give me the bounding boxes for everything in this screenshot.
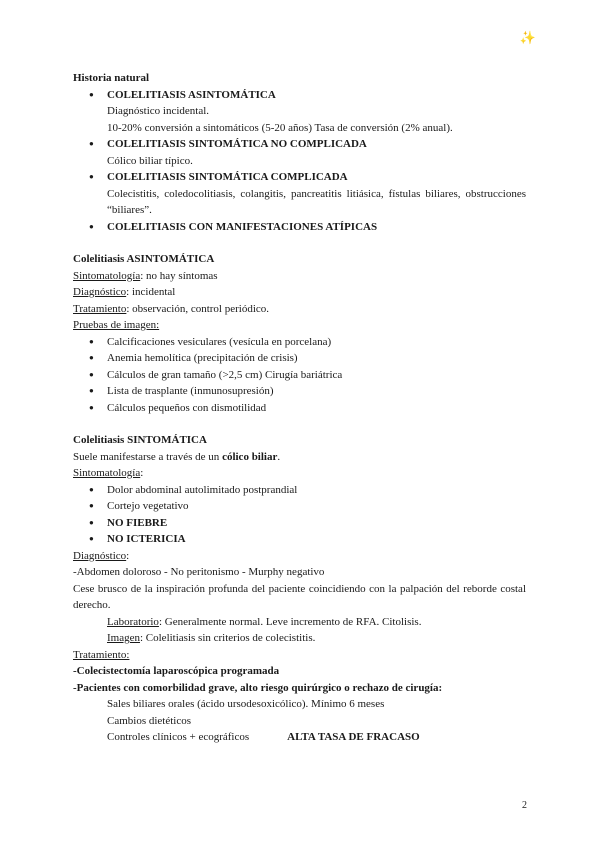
trat-sub-line <box>73 729 526 746</box>
field-value: : observación, control periódico. <box>126 302 270 315</box>
sint-diagnostico <box>73 548 526 565</box>
list-item-detail: Diagnóstico incidental. <box>107 105 210 117</box>
field-label: Tratamiento <box>73 302 127 315</box>
section-title-asintomatica: Colelitiasis ASINTOMÁTICA <box>73 253 215 265</box>
field-suffix: : <box>126 549 130 562</box>
alta-tasa-fracaso: ALTA TASA DE FRACASO <box>287 731 420 743</box>
field-label: Sintomatología <box>73 467 141 479</box>
list-item: ● Cálculos de gran tamaño (>2,5 cm) Cirugía bariátrica <box>73 367 526 384</box>
list-item: ● Cortejo vegetativo <box>73 498 526 515</box>
lab-line <box>73 614 526 631</box>
intro-bold: cólico biliar <box>222 450 278 463</box>
asint-diagnostico <box>73 284 526 301</box>
list-item: ● COLELITIASIS SINTOMÁTICA NO COMPLICADA <box>73 136 526 153</box>
img-line <box>73 630 526 647</box>
asint-sintomatologia <box>73 268 526 285</box>
tratamiento-label: Tratamiento: <box>73 648 130 661</box>
field-suffix: : <box>140 467 144 479</box>
list-item-detail: 10-20% conversión a sintomáticos (5-20 años) Tasa de conversión (2% anual). <box>107 121 453 134</box>
intro-suffix: . <box>277 450 281 463</box>
field-value: : Generalmente normal. Leve incremento de RFA. Citolisis. <box>158 615 422 628</box>
list-item: ● COLELITIASIS ASINTOMÁTICA <box>73 87 526 104</box>
trat-line: -Pacientes con comorbilidad grave, alto riesgo quirúrgico o rechazo de cirugía: <box>73 681 443 694</box>
field-label: Diagnóstico <box>73 286 127 298</box>
list-item: ● Dolor abdominal autolimitado postprandial <box>73 482 526 499</box>
diag-line: -Abdomen doloroso - No peritonismo - Murphy negativo <box>73 566 325 578</box>
list-item: ● COLELITIASIS SINTOMÁTICA COMPLICADA <box>73 169 526 186</box>
diag-line: Cese brusco de la inspiración profunda del paciente coincidiendo con la palpación del reborde costal derecho. <box>73 582 526 611</box>
document-page <box>73 70 526 746</box>
field-value: : no hay síntomas <box>140 269 218 282</box>
sint-sintomatologia <box>73 465 526 482</box>
list-item: ● Anemia hemolítica (precipitación de crisis) <box>73 350 526 367</box>
list-item: ● NO FIEBRE <box>73 515 526 532</box>
field-label: Imagen <box>107 632 140 644</box>
section-title-sintomatica: Colelitiasis SINTOMÁTICA <box>73 434 207 446</box>
list-item: ● Calcificaciones vesiculares (vesícula en porcelana) <box>73 334 526 351</box>
list-item-detail: Cólico biliar típico. <box>107 154 193 167</box>
page-number: 2 <box>522 800 527 811</box>
field-label: Laboratorio <box>107 615 159 628</box>
section-title-historia-natural: Historia natural <box>73 72 150 84</box>
trat-sub-line: Sales biliares orales (ácido ursodesoxicólico). Mínimo 6 meses <box>107 698 385 710</box>
field-label: Sintomatología <box>73 269 141 282</box>
list-item: ● NO ICTERICIA <box>73 531 526 548</box>
pruebas-imagen-label: Pruebas de imagen: <box>73 319 160 331</box>
field-value: : Colelitiasis sin criterios de colecistitis. <box>139 632 316 644</box>
list-item: ● Cálculos pequeños con dismotilidad <box>73 400 526 417</box>
trat-sub-line: Cambios dietéticos <box>107 714 192 727</box>
trat-sub-text: Controles clínicos + ecográficos <box>107 731 250 743</box>
intro-text: Suele manifestarse a través de un <box>73 450 223 463</box>
sint-intro <box>73 449 526 466</box>
trat-line: -Colecistectomía laparoscópica programada <box>73 665 280 677</box>
sparkle-icon: ✨ <box>519 30 536 45</box>
list-item: ● Lista de trasplante (inmunosupresión) <box>73 383 526 400</box>
field-label: Diagnóstico <box>73 549 127 562</box>
list-item-detail: Colecistitis, coledocolitiasis, colangitis, pancreatitis litiásica, fístulas biliares, obstrucciones “biliares”. <box>107 187 526 216</box>
list-item: ● COLELITIASIS CON MANIFESTACIONES ATÍPICAS <box>73 219 526 236</box>
asint-tratamiento <box>73 301 526 318</box>
field-value: : incidental <box>126 286 176 298</box>
